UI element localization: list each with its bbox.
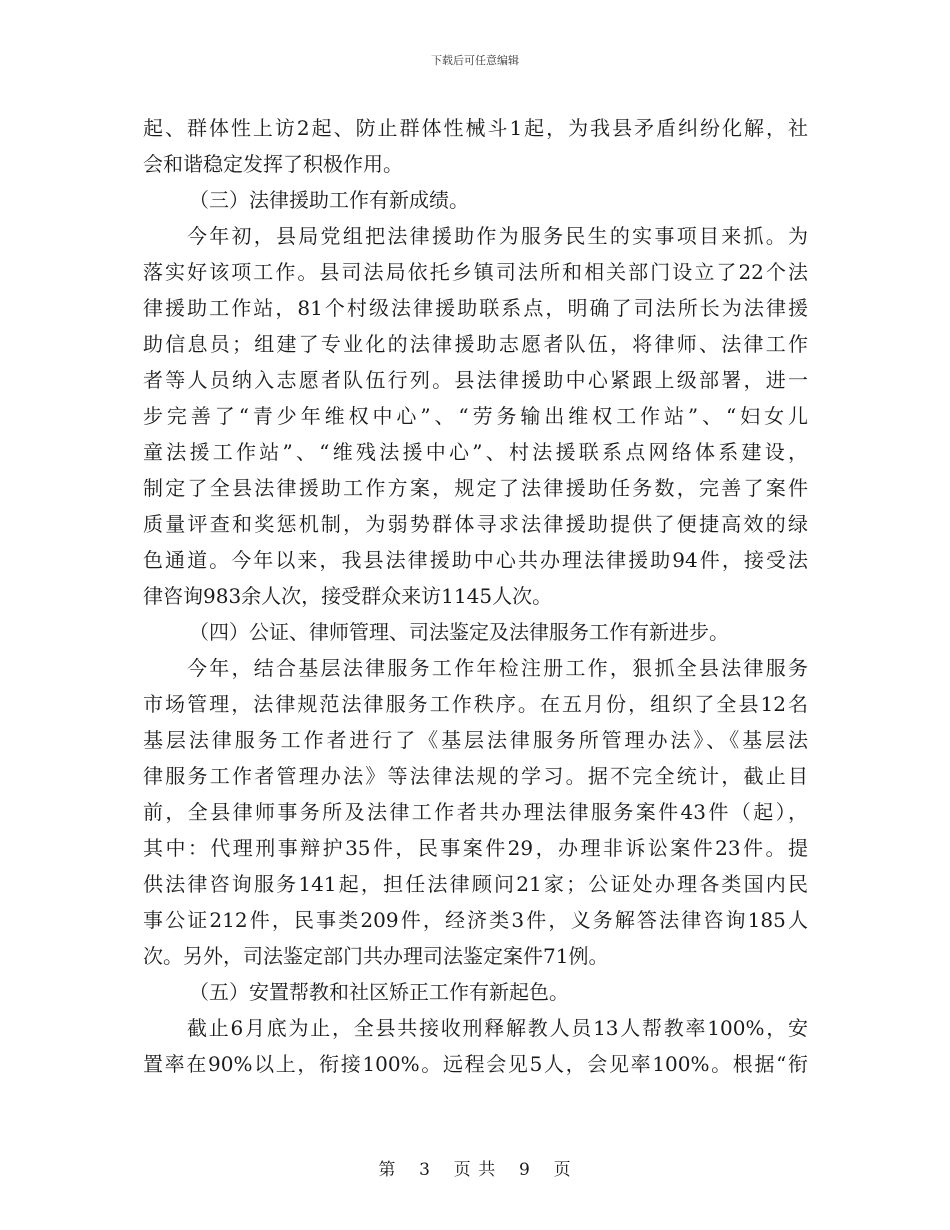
paragraph-line: 市场管理，法律规范法律服务工作秩序。在五月份，组织了全县12名 — [143, 692, 808, 716]
page-header: 下载后可任意编辑 — [431, 54, 519, 67]
paragraph-line: 质量评查和奖惩机制，为弱势群体寻求法律援助提供了便捷高效的绿 — [143, 512, 808, 536]
paragraph-line: 助信息员；组建了专业化的法律援助志愿者队伍，将律师、法律工作 — [143, 332, 808, 356]
total-page-number: 9 — [519, 1160, 531, 1180]
paragraph-line: 律服务工作者管理办法》等法律法规的学习。据不完全统计，截止目 — [143, 764, 808, 788]
paragraph-line: 前，全县律师事务所及法律工作者共办理法律服务案件43件（起）， — [143, 800, 808, 824]
paragraph-line: 色通道。今年以来，我县法律援助中心共办理法律援助94件，接受法 — [143, 548, 808, 572]
footer-prefix: 第 — [378, 1160, 397, 1180]
paragraph-line: 落实好该项工作。县司法局依托乡镇司法所和相关部门设立了22个法 — [143, 260, 808, 284]
section-heading: （五）安置帮教和社区矫正工作有新起色。 — [189, 980, 569, 1004]
current-page-number: 3 — [419, 1160, 431, 1180]
paragraph-line: 事公证212件，民事类209件，经济类3件，义务解答法律咨询185人 — [143, 908, 808, 932]
section-heading: （四）公证、律师管理、司法鉴定及法律服务工作有新进步。 — [189, 620, 729, 644]
paragraph-line: 律咨询983余人次，接受群众来访1145人次。 — [143, 584, 553, 608]
paragraph-line: 童法援工作站”、“维残法援中心”、村法援联系点网络体系建设， — [143, 440, 808, 464]
paragraph-line: 次。另外，司法鉴定部门共办理司法鉴定案件71例。 — [143, 944, 609, 968]
page-footer — [0, 1155, 950, 1180]
paragraph-line: 基层法律服务工作者进行了《基层法律服务所管理办法》、《基层法 — [143, 728, 808, 752]
document-body — [143, 110, 808, 1082]
paragraph-line: 截止6月底为止，全县共接收刑释解教人员13人帮教率100%，安 — [187, 1016, 808, 1040]
paragraph-line: 者等人员纳入志愿者队伍行列。县法律援助中心紧跟上级部署，进一 — [143, 368, 808, 392]
paragraph-line: 今年初，县局党组把法律援助作为服务民生的实事项目来抓。为 — [187, 224, 808, 248]
paragraph-line: 今年，结合基层法律服务工作年检注册工作，狠抓全县法律服务 — [187, 656, 808, 680]
footer-suffix: 页 — [553, 1160, 572, 1180]
paragraph-line: 置率在90%以上，衔接100%。远程会见5人，会见率100%。根据“衔 — [143, 1052, 808, 1076]
paragraph-line: 律援助工作站，81个村级法律援助联系点，明确了司法所长为法律援 — [143, 296, 808, 320]
paragraph-line: 步完善了“青少年维权中心”、“劳务输出维权工作站”、“妇女儿 — [143, 404, 808, 428]
paragraph-line: 起、群体性上访2起、防止群体性械斗1起，为我县矛盾纠纷化解，社 — [143, 116, 808, 140]
footer-middle: 页 共 — [453, 1160, 497, 1180]
paragraph-line: 供法律咨询服务141起，担任法律顾问21家；公证处办理各类国内民 — [143, 872, 808, 896]
paragraph-line: 制定了全县法律援助工作方案，规定了法律援助任务数，完善了案件 — [143, 476, 808, 500]
section-heading: （三）法律援助工作有新成绩。 — [189, 188, 469, 212]
paragraph-line: 其中：代理刑事辩护35件，民事案件29，办理非诉讼案件23件。提 — [143, 836, 808, 860]
paragraph-line: 会和谐稳定发挥了积极作用。 — [143, 152, 403, 176]
